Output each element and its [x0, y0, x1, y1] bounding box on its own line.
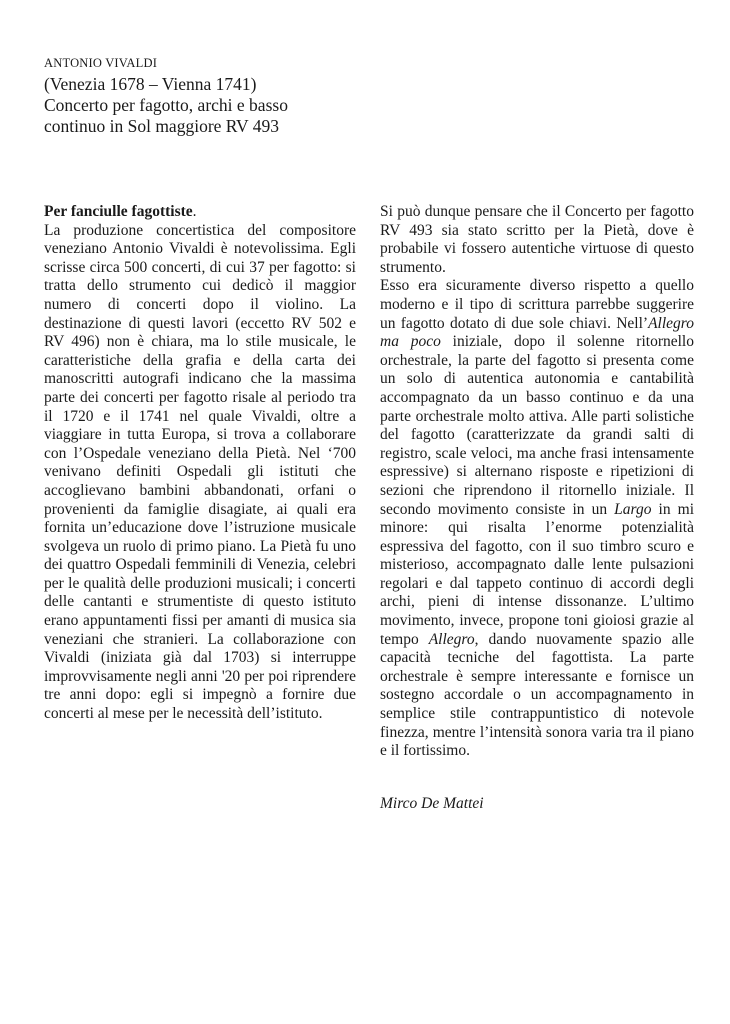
text-run: Esso era sicuramente diverso rispetto a quello moderno e il tipo di scrittura parrebbe suggerire un fagotto dotato di due sole chiavi. Nell’: [380, 277, 694, 332]
text-run: in mi minore: qui risalta l’enorme potenzialità espressiva del fagotto, con il suo timbro scuro e misterioso, accompagnato dalle lente pulsazioni regolari e dal tappeto continuo di accordi degli archi, pieni di intense dissonanze. L’ultimo movimento, invece, propone toni gioiosi grazie al tempo: [380, 500, 695, 648]
tempo-marking: Allegro ma poco: [380, 314, 694, 351]
section-heading: [44, 203, 356, 222]
author-signature: Mirco De Mattei: [380, 794, 484, 812]
right-paragraph-2: [380, 277, 694, 760]
left-column: [44, 203, 356, 724]
tempo-marking: Largo: [614, 500, 652, 518]
right-column: [380, 203, 694, 813]
left-body-paragraph: La produzione concertistica del compositore veneziano Antonio Vivaldi è notevolissima. Egli scrisse circa 500 concerti, di cui 37 per fagotto: si tratta dello strumento cui dedicò il maggior numero di concerti dopo il violino. La destinazione di questi lavori (eccetto RV 502 e RV 496) non è chiara, ma lo stile musicale, le caratteristiche della grafia e della carta dei manoscritti autografi indicano che la massima parte dei concerti per fagotto risale al periodo tra il 1720 e il 1741 nel quale Vivaldi, oltre a viaggiare in tutta Europa, si trova a collaborare con l’Ospedale veneziano della Pietà. Nel ‘700 venivano definiti Ospedali gli istituti che accoglievano bambini abbandonati, orfani o provenienti da famiglie disagiate, ai quali era fornita un’educazione dove l’istruzione musicale svolgeva un ruolo di primo piano. La Pietà fu uno dei quattro Ospedali femminili di Venezia, celebri per le qualità delle produzioni musicali; i concerti delle cantanti e strumentiste di questo istituto erano appuntamenti fissi per amanti di musica sia veneziani che stranieri. La collaborazione con Vivaldi (iniziata già dal 1703) si interruppe improvvisamente negli anni '20 per poi riprendere tre anni dopo: egli si impegnò a fornire due concerti al mese per le necessità dell’istituto.: [44, 221, 356, 723]
text-run: iniziale, dopo il solenne ritornello orchestrale, la parte del fagotto si presenta come un solo di autentica autonomia e cantabilità accompagnato da un basso continuo e da una parte orchestrale molto attiva. Alle parti solistiche del fagotto (caratterizzate da grandi salti di registro, scale veloci, ma anche frasi intensamente espressive) si alternano risposte e ripetizioni di sezioni che riprendono il ritornello iniziale. Il secondo movimento consiste in un: [380, 333, 694, 518]
program-header: [44, 56, 364, 137]
section-title: Per fanciulle fagottiste: [44, 203, 193, 220]
composer-dates: (Venezia 1678 – Vienna 1741): [44, 74, 257, 94]
composer-name: ANTONIO VIVALDI: [44, 56, 158, 70]
work-title-line-2: continuo in Sol maggiore RV 493: [44, 116, 280, 136]
tempo-marking: Allegro: [428, 630, 475, 648]
right-paragraph-1: Si può dunque pensare che il Concerto per fagotto RV 493 sia stato scritto per la Pietà, dove è probabile vi fossero autentiche virtuose di questo strumento.: [380, 203, 694, 276]
text-run: , dando nuovamente spazio alle capacità tecniche del fagottista. La parte orchestrale è sempre interessante e fornisce un sostegno accordale o un accompagnamento in semplice stile contrappuntistico di notevole finezza, mentre l’intensità sonora varia tra il piano e il fortissimo.: [380, 630, 694, 760]
work-title-line-1: Concerto per fagotto, archi e basso: [44, 95, 288, 115]
section-title-period: .: [192, 203, 197, 220]
